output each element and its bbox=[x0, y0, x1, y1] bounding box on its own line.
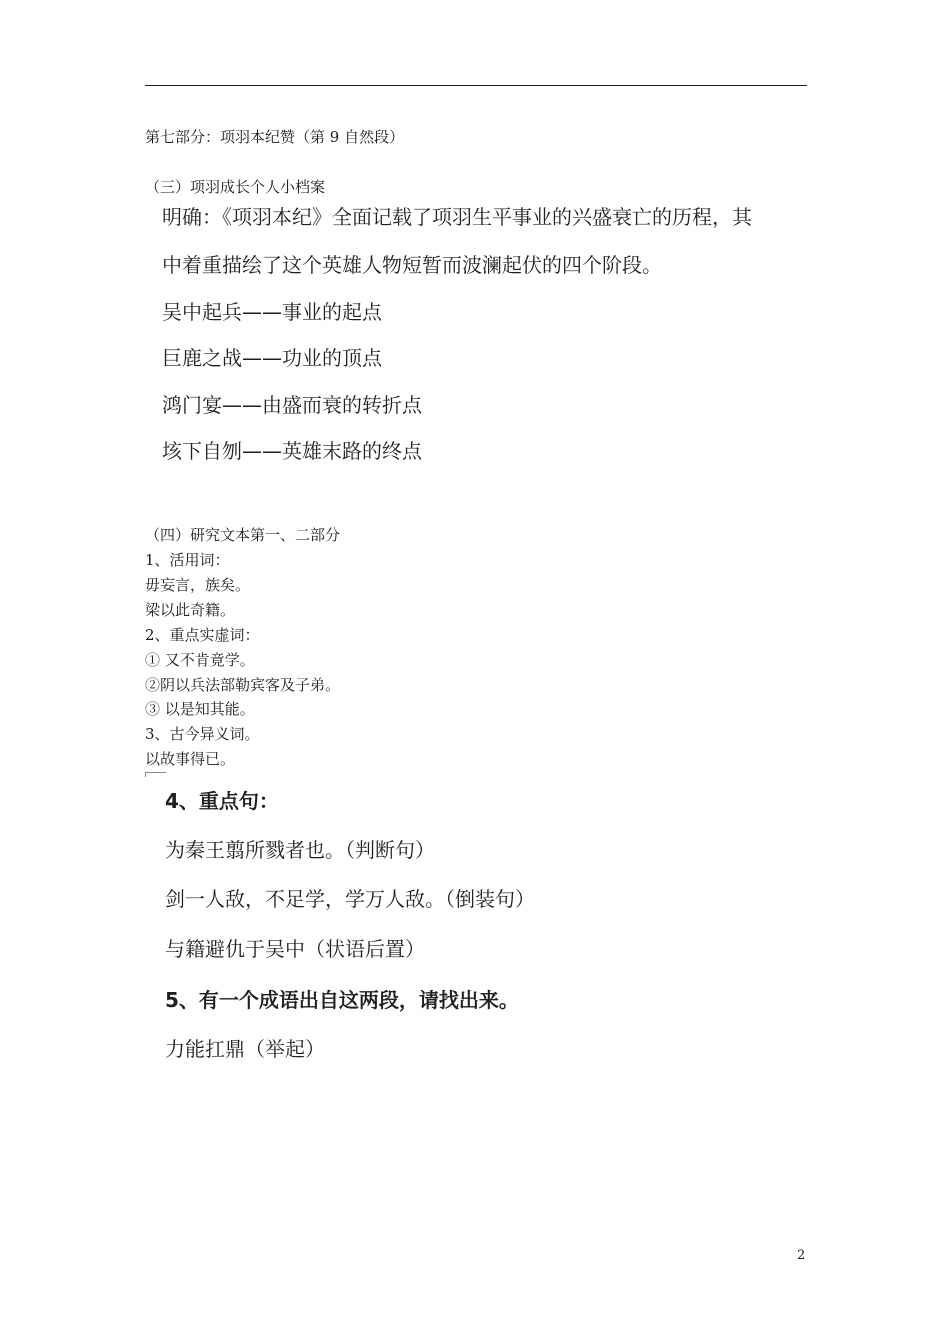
item1-title: 1、活用词： bbox=[145, 551, 230, 569]
item1-line: 梁以此奇籍。 bbox=[145, 601, 236, 619]
item4-line: 剑一人敌，不足学，学万人敌。（倒装句） bbox=[165, 887, 535, 911]
stage-item: 鸿门宴——由盛而衰的转折点 bbox=[162, 393, 422, 417]
part7-title: 第七部分：项羽本纪赞（第 9 自然段） bbox=[145, 128, 405, 146]
stage-item: 吴中起兵——事业的起点 bbox=[162, 300, 382, 324]
stage-item: 巨鹿之战——功业的顶点 bbox=[162, 346, 382, 370]
stage-item: 垓下自刎——英雄末路的终点 bbox=[162, 439, 422, 463]
item4-line: 与籍避仇于吴中（状语后置） bbox=[165, 937, 425, 961]
item3-line: 以故事得已。 bbox=[145, 750, 236, 768]
item3-title: 3、古今异义词。 bbox=[145, 725, 260, 743]
item4-title: 4、重点句： bbox=[165, 789, 279, 813]
item4-line: 为秦王翦所戮者也。（判断句） bbox=[165, 838, 435, 862]
intro-line-1: 明确：《项羽本纪》全面记载了项羽生平事业的兴盛衰亡的历程，其 bbox=[162, 205, 752, 229]
page-number: 2 bbox=[797, 1248, 806, 1263]
item2-line: ① 又不肯竟学。 bbox=[145, 651, 255, 669]
intro-line-2: 中着重描绘了这个英雄人物短暂而波澜起伏的四个阶段。 bbox=[162, 253, 662, 277]
item5-title: 5、有一个成语出自这两段，请找出来。 bbox=[165, 988, 519, 1012]
item2-line: ③ 以是知其能。 bbox=[145, 700, 255, 718]
item2-title: 2、重点实虚词： bbox=[145, 626, 260, 644]
item2-line: ②阴以兵法部勒宾客及子弟。 bbox=[145, 676, 341, 694]
section4-heading: （四）研究文本第一、二部分 bbox=[145, 526, 341, 544]
header-rule bbox=[145, 85, 807, 86]
corner-mark bbox=[145, 772, 166, 777]
section3-heading: （三）项羽成长个人小档案 bbox=[145, 178, 326, 196]
item5-answer: 力能扛鼎（举起） bbox=[165, 1037, 325, 1061]
item1-line: 毋妄言，族矣。 bbox=[145, 576, 251, 594]
